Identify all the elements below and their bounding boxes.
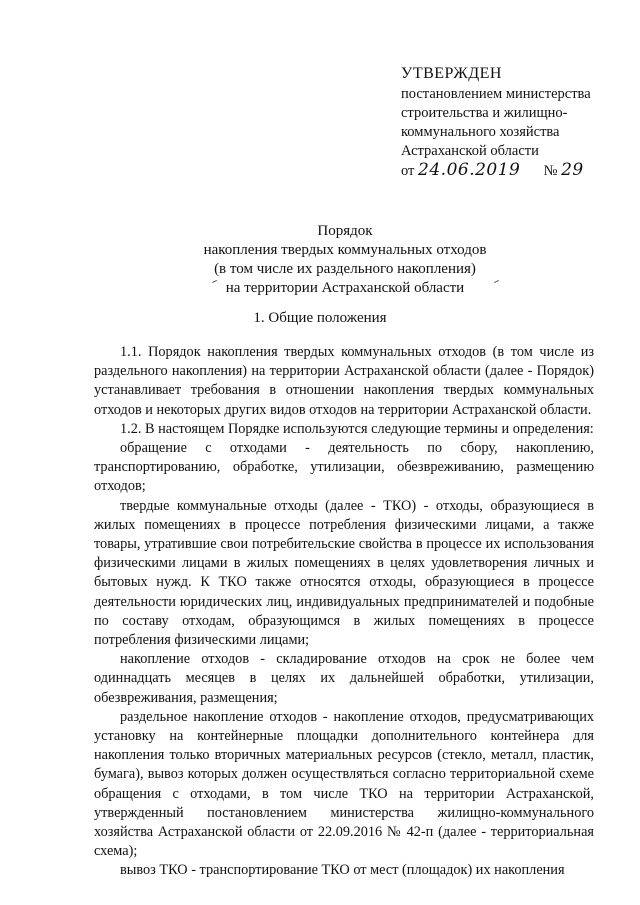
handwritten-date: 24.06.2019 bbox=[418, 160, 521, 180]
title-line: накопления твердых коммунальных отходов bbox=[203, 242, 487, 258]
approval-heading: УТВЕРЖДЕН bbox=[401, 65, 502, 82]
title-line: Порядок bbox=[317, 223, 373, 239]
paragraph: раздельное накопление отходов - накопление отходов, предусматривающих установку на контейнерные площадки дополнительного контейнера для накопления только вторичных материальных ресурсов (стекло, металл, пластик, бумага), вывоз которых должен осуществляться согласно территориальной схеме обращения с отходами, в том числе ТКО на территории Астраханской, утвержденный постановлением министерства жилищно-коммунального хозяйства Астраханской области от 22.09.2016 № 42-п (далее - территориальная схема); bbox=[94, 708, 594, 860]
approval-line: Астраханской области bbox=[401, 143, 539, 159]
title-line: на территории Астраханской области bbox=[225, 280, 465, 296]
date-prefix: от bbox=[401, 163, 415, 179]
approval-line: постановлением министерства bbox=[401, 86, 591, 102]
approval-stamp bbox=[401, 64, 631, 181]
title-line: (в том числе их раздельного накопления) bbox=[214, 261, 476, 277]
paragraph: твердые коммунальные отходы (далее - ТКО) - отходы, образующиеся в жилых помещениях в процессе потребления физическими лицами, а также товары, утратившие свои потребительские свойства в процессе их использования физическими лицами в жилых помещениях в целях удовлетворения личных и бытовых нужд. К ТКО также относятся отходы, образующиеся в процессе деятельности юридических лиц, индивидуальных предпринимателей и подобные по составу отходам, образующимся в жилых помещениях в процессе потребления физическими лицами; bbox=[94, 497, 594, 649]
body-text bbox=[94, 343, 594, 881]
paragraph: вывоз ТКО - транспортирование ТКО от мест (площадок) их накопления bbox=[120, 862, 565, 879]
handwritten-number: 29 bbox=[561, 160, 584, 180]
approval-line: коммунального хозяйства bbox=[401, 124, 560, 140]
approval-date-row bbox=[401, 161, 631, 181]
paragraph: обращение с отходами - деятельность по сбору, накоплению, транспортированию, обработке, утилизации, обезвреживанию, размещению отходов; bbox=[94, 440, 594, 495]
paragraph: 1.2. В настоящем Порядке используются следующие термины и определения: bbox=[120, 420, 594, 437]
paragraph: накопление отходов - складирование отходов на срок не более чем одиннадцать месяцев в целях их дальнейшей обработки, утилизации, обезвреживания, размещения; bbox=[94, 651, 594, 706]
section-title: 1. Общие положения bbox=[253, 310, 387, 326]
approval-line: строительства и жилищно- bbox=[401, 105, 568, 121]
document-title bbox=[150, 222, 540, 298]
paragraph: 1.1. Порядок накопления твердых коммунальных отходов (в том числе из раздельного накопления) на территории Астраханской области (далее - Порядок) устанавливает требования в отношении накопления твердых коммунальных отходов и некоторых других видов отходов на территории Астраханской области. bbox=[94, 344, 594, 418]
number-prefix: № bbox=[543, 163, 558, 179]
